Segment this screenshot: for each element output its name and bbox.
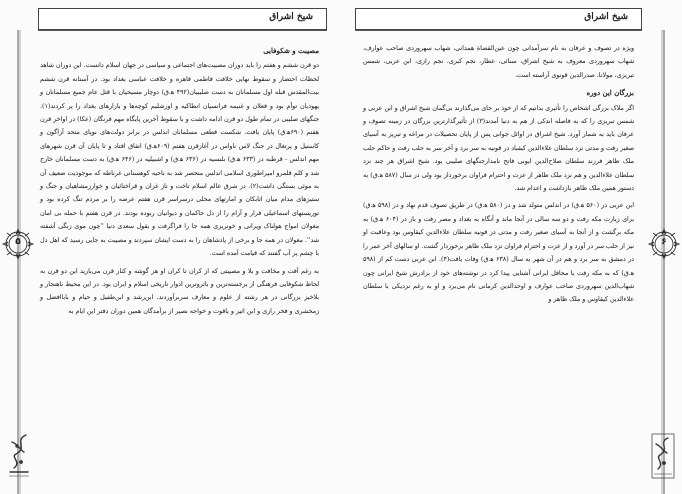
left-paragraph-1: دو قرن ششم و هفتم را باید دوران مصیبت‌های اجتماعی و سیاسی در جهان اسلام دانست. این دوران شاهد لحظات احتضار و سقوط نهایی خلافت فاطمی قاهره و خلافت عباسی بغداد بود. در آستانه قرن ششم بیت‌المقدس قبله اول مسلمانان به دست صلیبیان(۴۹۲ ه‍.ق) دوچار مسیحیان با قتل عام جمیع مسلمانان و یهودیان توأم بود و فعلان و غنیمه فرانسیان انطاکیه و اورشلیم کوچه‌ها و بازارهای بغداد را پر کردند(۱). جنگهای صلیبی در تمام طول دو قرن ادامه داشت و با سقوط آخرین پایگاه مهم فرنگان (عکا) در اواخر قرن هفتم (۶۹۰ه‍.ق) پایان یافت. شکست قطعی مسلمانان اندلس در برابر دولت‌های نوپای متحد آراگون و کاستیل و پرتغال در جنگ لاس ناواس در آغازقرن هفتم (۶۰۹ه‍.ق) اتفاق افتاد و تا پایان آن قرن شهرهای مهم اندلس - قرطبه در (۶۳۳ ه‍.ق) بلنسیه در (۶۳۶ ه‍.ق) و اشبیلیه در (۶۴۶ ه‍.ق) به دست مسلمانان خارج شد و کلم قلمرو امپراطوری اسلامی اندلس منحصر شد به ناحیه کوهستانی غرناطه که موجودیت ضعیف آن به موئی بستگی داشت(۲). در شرق عالم اسلام تاخت و تاز غزان و قراختائیان و خوارزمشاهیان و جنگ و ستیزهای مدام میان اتابکان و امارتهای محلی درسراسر قرن هفتم عرصه را بر مردم تنگ کرده بود و توریستهای اسماعیلی فرار و آرام را از دل حاکمان و دیوانیان ربوده بودند. در قرن هفتم با حمله بی امان مغولان امواج هولناک ویرانی و خونریزی همه جا را فراگرفت و بقول سعدی دنیا ''چون موی زنگی آشفته شد''. مغولان در همه جا و برخی از پادشاهان را به دست ایشان سپردند و مصیبت به جایی رسید که اهل دل با چشم پر آب گفتند که قیامت آمده است. — [40, 62, 320, 258]
right-side-ornament-strip — [652, 30, 682, 494]
left-paragraph-2: به رغم آفت و مخافت و بلا و مصیبتی که از کران تا کران او هر گوشه و کنار قرن می‌بارید این دو قرن به لحاظ شکوفایی فرهنگی از برجسته‌ترین و باثروترین ادوار تاریخی اسلام و ایران بود. در این محیط ناهنجار و بلاخیز بزرگانی در هر رشته از علوم و معارف سربرآوردند. ابن‌رشد و ابن‌طفیل و حیام و باباافضل و زمخشری و فخر رازی و ابن اثیر و یاقوت و خواجه نصیر از برآمدگان همین دوران دفتر این ایام به — [40, 267, 319, 315]
right-paragraph-2: ابن عربی در (۵۶۰ ه‍.ق) در اندلس متولد شد و در (۵۸۰ ه‍.ق) در طریق تصوف قدم نهاد و در (۵۹۸ ه‍.ق) برای زیارت مکه رفت و دو سه سالی در آنجا ماند و آنگاه به بغداد و مصر رفت و باز در (۶۰۴ ه‍.ق) به مکه برگشت و از آنجا به آسیای صغیر رفت و مدتی در قونیه سلطان علاءالدین کیقاوس بود وعاقبت او نیز از حلب سر در آورد و از عزت و احترام فراوان نزد ملک ظاهر برخوردار گشت. او سالهای آخر عمر را در دمشق به سر برد و هم در آن شهر به سال (۶۳۸ ه‍.ق) وفات یافت(۴). ابن عربی دست کم از (۵۹۸ ه‍.ق) که به مکه رفت با محافل ایرانی آشنایی پیدا کرد در نوشته‌های خود از برادرش شیخ ایرانی چون شهاب‌الدین سهروردی صاحب عوارف و اوحدالدین کرمانی نام می‌برد و او به رغم نزدیکی با سلطان علاءالدین کیقاوس و ملک ظاهر و — [363, 202, 635, 304]
right-body-text — [363, 42, 634, 311]
left-body-text — [40, 44, 319, 322]
right-page-number: ۶ — [661, 237, 667, 247]
right-section-title: بزرگان این دوره — [586, 88, 634, 98]
left-header-title: شیخ اشراق — [269, 12, 313, 22]
left-header-rule — [38, 30, 327, 31]
right-header-title: شیخ اشراق — [584, 12, 628, 22]
right-header-rule — [355, 30, 642, 31]
right-intro-paragraph: ویژه در تصوف و عرفان به نام سرآمدانی چون عین‌القضاة همدانی، شهاب سهروردی صاحب عوارف، شهاب سهروردی معروف به شیخ اشراق، سنائی، عطار، نجم کبری، نجم رازی، ابن عربی، شمس تبریزی، مولانا، صدرالدین قونوی آراسته است. — [363, 45, 634, 79]
right-paragraph-1: اگر ملاک بزرگی اشخاص را تأثیری بدانیم که از خود بر جای می‌گذارند بی‌گمان شیخ اشراق و ابن عربی و شمس تبریزی را که به فاصله اندکی از هم به دنیا آمدند(۳) از تأثیرگذارترین بزرگان در زمینه تصوف و عرفان باید به شمار آورد. شیخ اشراق در اوائل جوانی پس از پایان تحصیلات در مراغه و تبریز به آسیای صغیر رفت و مدتی نزد سلطان علاءالدین کیقباد در قونیه به سر برد و آخر سر به حلب رفت و حاکم حلب ملک ظاهر فرزند سلطان صلاح‌الدین ایوبی فاتح نامدارجنگهای صلیبی بود. شیخ اشراق هر چند نزد سلطان علاءالدین و هم نزد ملک ظاهر از عزت و احترام فراوان برخوردار بود ولی در سال (۵۸۷ ه‍.ق) به دستور همین ملک ظاهر بازداشت و اعدام شد. — [363, 104, 634, 193]
right-page-number-medallion — [648, 228, 680, 260]
right-page — [341, 0, 682, 494]
left-page-number-medallion — [2, 228, 34, 260]
left-page-number: ۵ — [15, 237, 21, 247]
left-side-ornament-strip — [0, 30, 30, 494]
left-section-title: مصیبت و شکوفایی — [263, 46, 319, 55]
calligraphy-logo-icon — [650, 432, 676, 480]
calligraphy-logo-icon — [6, 432, 32, 480]
